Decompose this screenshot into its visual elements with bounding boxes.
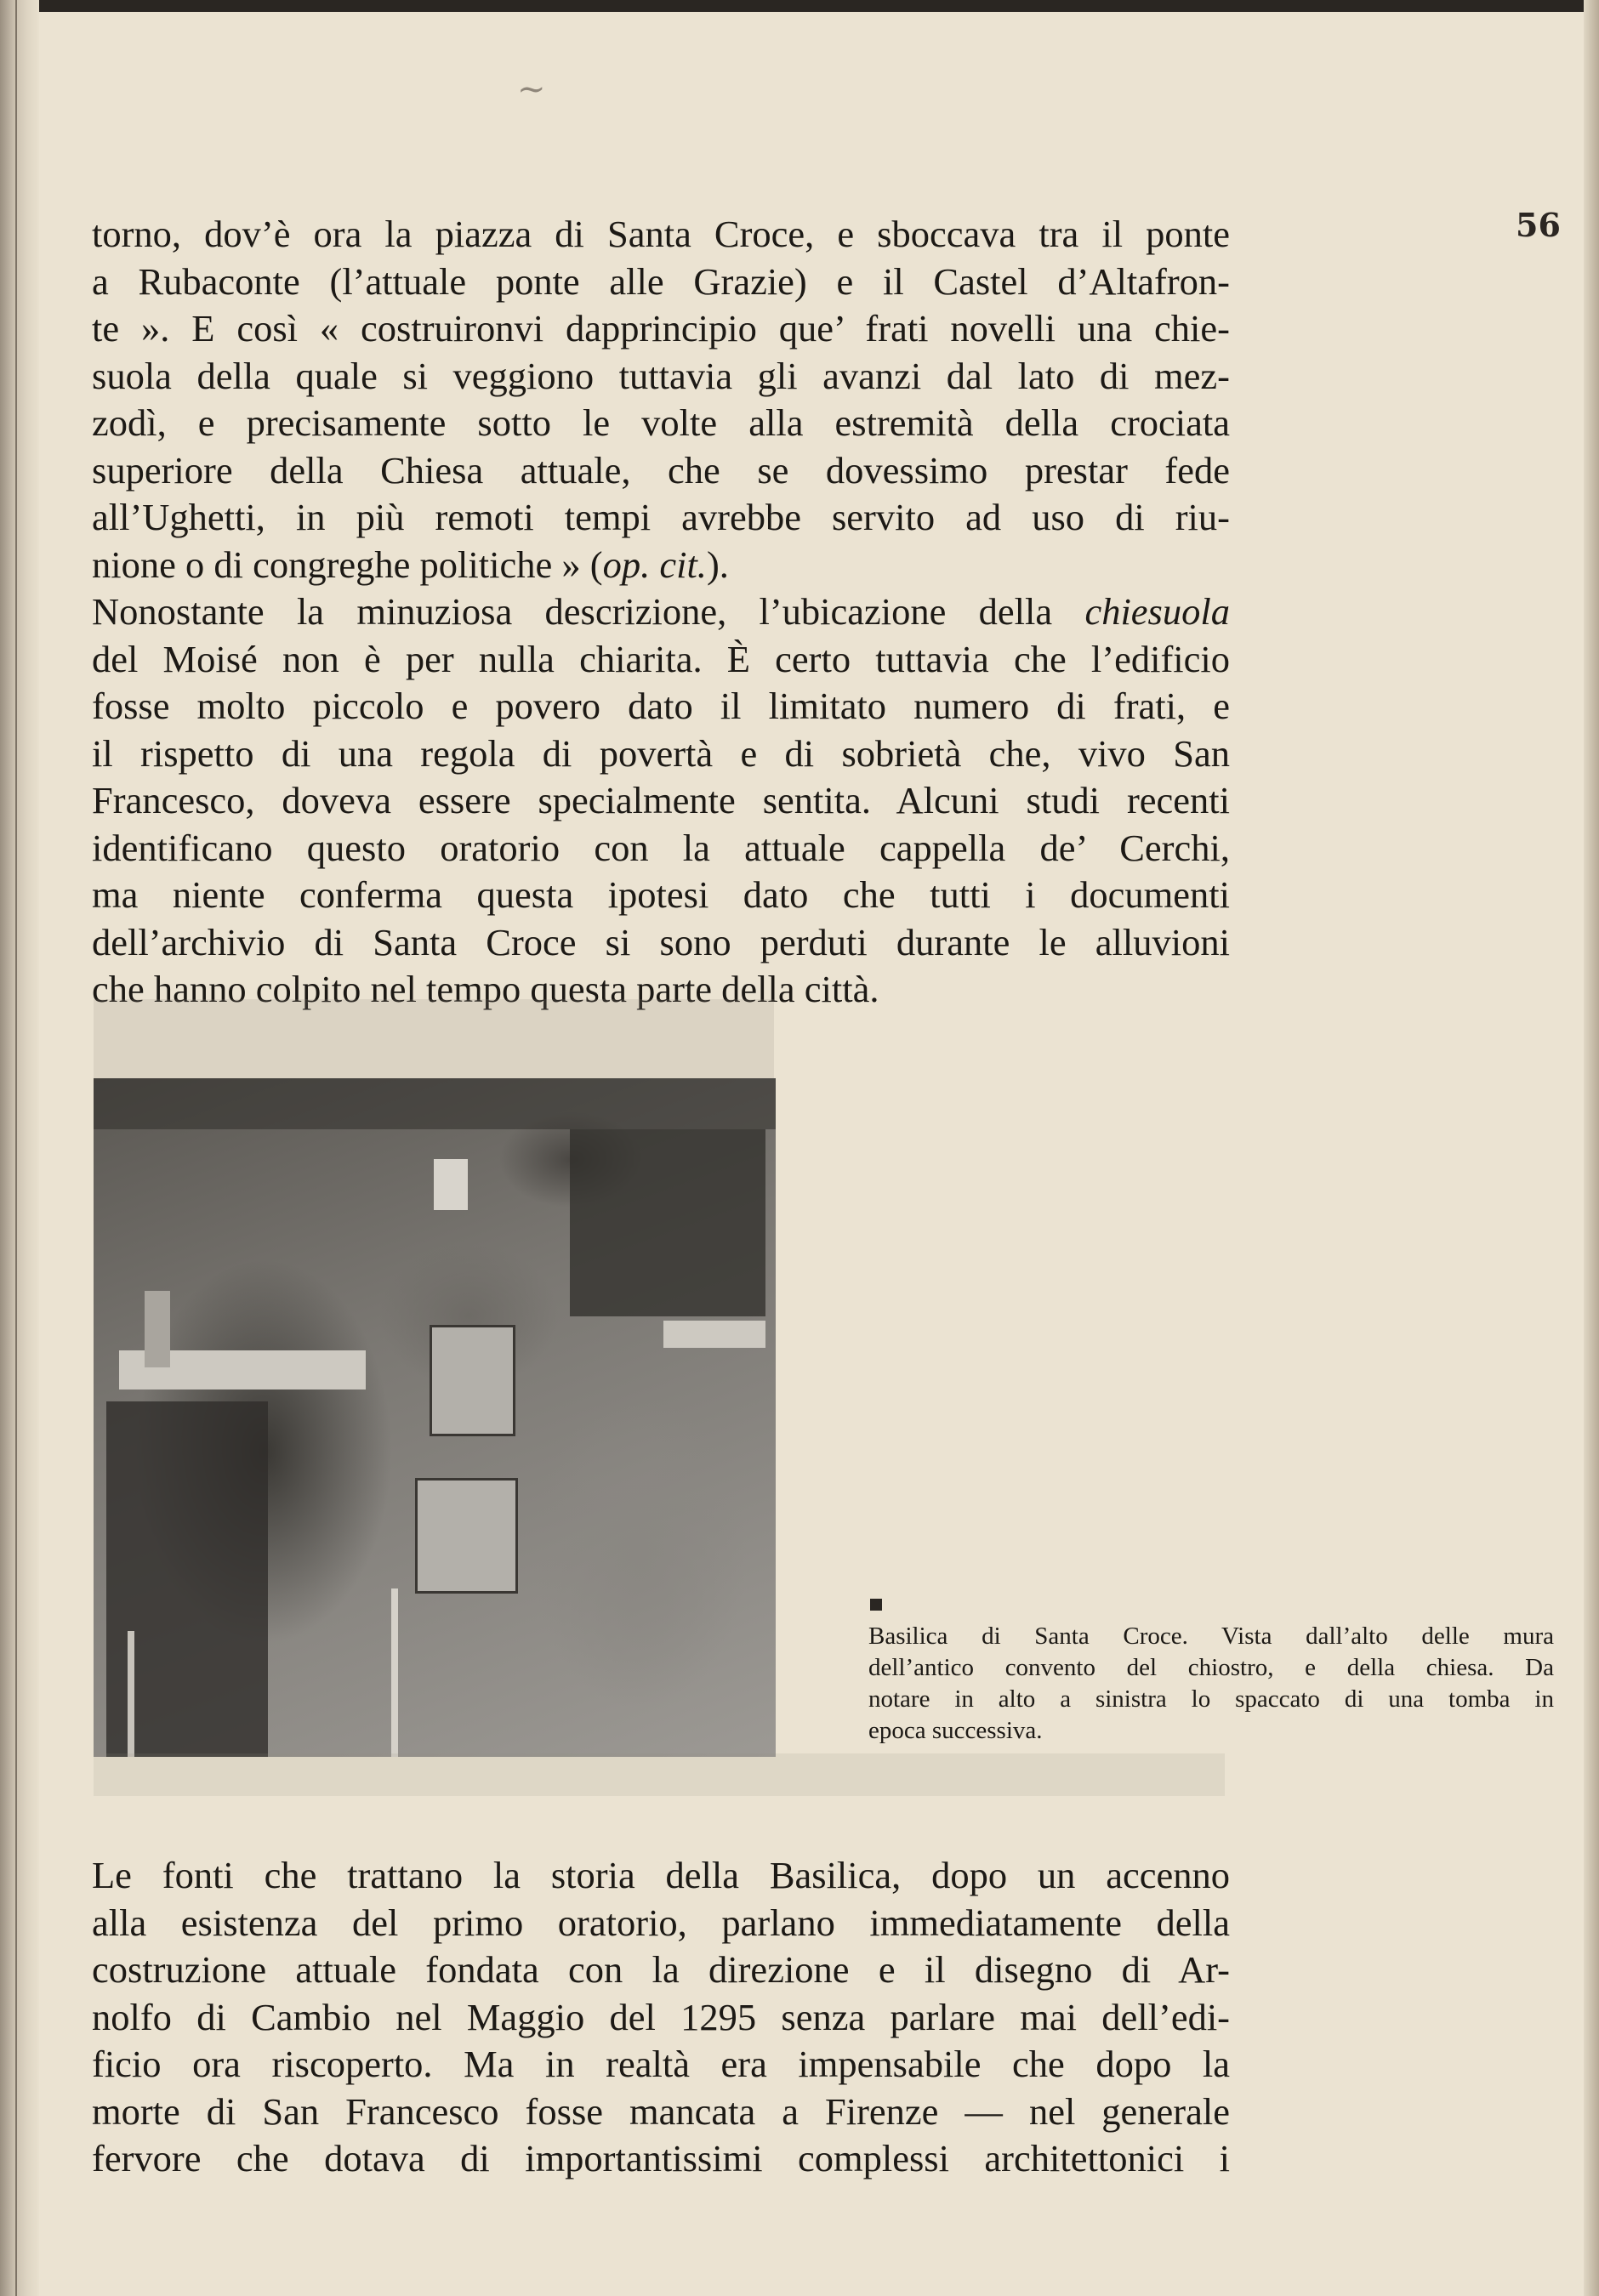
text-line: fervore che dotava di importantissimi complessi architettonici i	[92, 2137, 1230, 2179]
text-line: superiore della Chiesa attuale, che se dovessimo prestar fede	[92, 448, 1230, 492]
photo-pole	[391, 1588, 398, 1757]
text-span: nione o di congreghe politiche » (	[92, 543, 603, 586]
text-line: suola della quale si veggiono tuttavia gli avanzi dal lato di mez-	[92, 354, 1230, 397]
photo-wall-stone	[145, 1291, 170, 1367]
text-span: Nonostante la minuziosa descrizione, l’ubicazione della	[92, 590, 1085, 633]
photo-scaffold	[434, 1159, 468, 1210]
photo-trench	[570, 1129, 765, 1316]
text-line: ma niente conferma questa ipotesi dato che tutti i documenti	[92, 873, 1230, 916]
paragraph-3	[92, 1852, 1230, 2183]
text-line: costruzione attuale fondata con la direzione e il disegno di Ar-	[92, 1948, 1230, 1991]
ink-mark: ~	[517, 70, 546, 109]
caption-line: notare in alto a sinistra lo spaccato di una tomba in	[868, 1685, 1554, 1713]
photo-wall-stone	[663, 1321, 765, 1348]
gutter-fold-line	[15, 0, 17, 2296]
photo-tomb-slab	[415, 1478, 518, 1594]
paragraph-1	[92, 211, 1230, 588]
text-line: nolfo di Cambio nel Maggio del 1295 senza parlare mai dell’edi-	[92, 1995, 1230, 2038]
excavation-photo	[94, 1078, 776, 1757]
book-gutter	[0, 0, 39, 2296]
text-line: del Moisé non è per nulla chiarita. È certo tuttavia che l’edificio	[92, 637, 1230, 680]
text-line: te ». E così « costruironvi dapprincipio que’ frati novelli una chie-	[92, 307, 1230, 350]
text-line	[92, 588, 1230, 636]
figure-caption	[868, 1621, 1554, 1747]
photo-pole	[128, 1631, 134, 1757]
text-line: all’Ughetti, in più remoti tempi avrebbe servito ad uso di riu-	[92, 496, 1230, 538]
caption-line: dell’antico convento del chiostro, e della chiesa. Da	[868, 1654, 1554, 1681]
bleed-through-shadow	[94, 1753, 1225, 1796]
caption-line: Basilica di Santa Croce. Vista dall’alto delle mura	[868, 1623, 1554, 1650]
paragraph-2	[92, 588, 1230, 1014]
text-line: fosse molto piccolo e povero dato il limitato numero di frati, e	[92, 685, 1230, 727]
photo-tomb-slab	[430, 1325, 515, 1436]
text-line: zodì, e precisamente sotto le volte alla estremità della crociata	[92, 401, 1230, 444]
page-right-edge	[1584, 0, 1599, 2296]
citation-italic: op. cit.	[602, 543, 707, 586]
text-line: Francesco, doveva essere specialmente sentita. Alcuni studi recenti	[92, 779, 1230, 821]
text-line	[92, 542, 1230, 589]
italic-term: chiesuola	[1084, 590, 1230, 633]
text-line: che hanno colpito nel tempo questa parte della città.	[92, 968, 879, 1010]
caption-line: epoca successiva.	[868, 1717, 1043, 1744]
text-line: alla esistenza del primo oratorio, parlano immediatamente della	[92, 1901, 1230, 1944]
text-line: dell’archivio di Santa Croce si sono perduti durante le alluvioni	[92, 920, 1230, 963]
scan-top-border	[0, 0, 1599, 12]
text-line: Le fonti che trattano la storia della Basilica, dopo un accenno	[92, 1854, 1230, 1896]
text-line: identificano questo oratorio con la attuale cappella de’ Cerchi,	[92, 826, 1230, 869]
text-line: ficio ora riscoperto. Ma in realtà era impensabile che dopo la	[92, 2043, 1230, 2085]
bleed-through-shadow	[94, 999, 774, 1080]
text-line: torno, dov’è ora la piazza di Santa Croce, e sboccava tra il ponte	[92, 213, 1230, 255]
text-span: ).	[706, 543, 729, 586]
text-line: morte di San Francesco fosse mancata a Firenze — nel generale	[92, 2089, 1230, 2133]
text-line: a Rubaconte (l’attuale ponte alle Grazie) e il Castel d’Altafron-	[92, 259, 1230, 303]
page-number: 56	[1516, 206, 1561, 244]
caption-bullet-icon	[870, 1599, 882, 1611]
text-line: il rispetto di una regola di povertà e di sobrietà che, vivo San	[92, 731, 1230, 775]
photo-shadow-region	[94, 1078, 776, 1129]
